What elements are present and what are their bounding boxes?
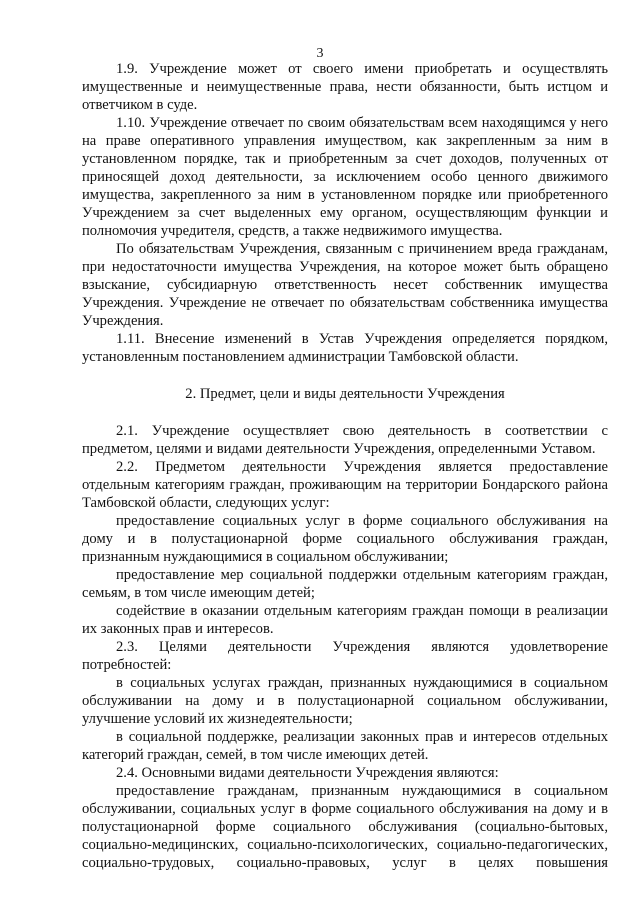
paragraph-1-11: 1.11. Внесение изменений в Устав Учреждения определяется порядком, установленным постановлением администрации Тамбовской области. [82, 331, 608, 365]
list-item-assistance: содействие в оказании отдельным категориям граждан помощи в реализации их законных прав и интересов. [82, 603, 608, 637]
list-item-goal-services: в социальных услугах граждан, признанных нуждающимися в социальном обслуживании на дому и в полустационарной социальном обслуживании, улучшение условий их жизнедеятельности; [82, 675, 608, 727]
document-body [82, 60, 608, 872]
paragraph-1-10: 1.10. Учреждение отвечает по своим обязательствам всем находящимся у него на праве оперативного управления имуществом, как закрепленным за ним в установленном порядке, так и приобретенным за счет доходов, полученных от приносящей доход деятельности, за исключением особо ценного движимого имущества, закрепленного за ним в установленном порядке или приобретенного Учреждением за счет выделенных ему органом, осуществляющим функции и полномочия учредителя, средств, а также недвижимого имущества. [82, 115, 608, 239]
paragraph-liability: По обязательствам Учреждения, связанным с причинением вреда гражданам, при недостаточности имущества Учреждения, на которое может быть обращено взыскание, субсидиарную ответственность несет собственник имущества Учреждения. Учреждение не отвечает по обязательствам собственника имущества Учреждения. [82, 241, 608, 329]
paragraph-2-4: 2.4. Основными видами деятельности Учреждения являются: [116, 765, 499, 781]
list-item-social-services: предоставление социальных услуг в форме социального обслуживания на дому и в полустационарной форме социального обслуживания граждан, признанным нуждающимися в социальном обслуживании; [82, 513, 608, 565]
list-item-goal-support: в социальной поддержке, реализации законных прав и интересов отдельных категорий граждан, семей, в том числе имеющих детей. [82, 729, 608, 763]
paragraph-2-2: 2.2. Предметом деятельности Учреждения является предоставление отдельным категориям граждан, проживающим на территории Бондарского района Тамбовской области, следующих услуг: [82, 459, 608, 511]
paragraph-1-9: 1.9. Учреждение может от своего имени приобретать и осуществлять имущественные и неимущественные права, нести обязанности, быть истцом и ответчиком в суде. [82, 61, 608, 113]
list-item-social-support: предоставление мер социальной поддержки отдельным категориям граждан, семьям, в том числе имеющим детей; [82, 567, 608, 601]
section-heading: 2. Предмет, цели и виды деятельности Учреждения [185, 386, 505, 402]
paragraph-2-1: 2.1. Учреждение осуществляет свою деятельность в соответствии с предметом, целями и видами деятельности Учреждения, определенными Уставом. [82, 423, 608, 457]
paragraph-2-3: 2.3. Целями деятельности Учреждения являются удовлетворение потребностей: [82, 639, 608, 673]
page-number: 3 [316, 46, 324, 61]
list-item-main-activities: предоставление гражданам, признанным нуждающимися в социальном обслуживании, социальных услуг в форме социального обслуживания на дому и в полустационарной форме социального обслуживания (социально-бытовых, социально-медицинских, социально-психологических, социально-педагогических, социально-трудовых, социально-правовых, услуг в целях повышения [82, 783, 608, 871]
